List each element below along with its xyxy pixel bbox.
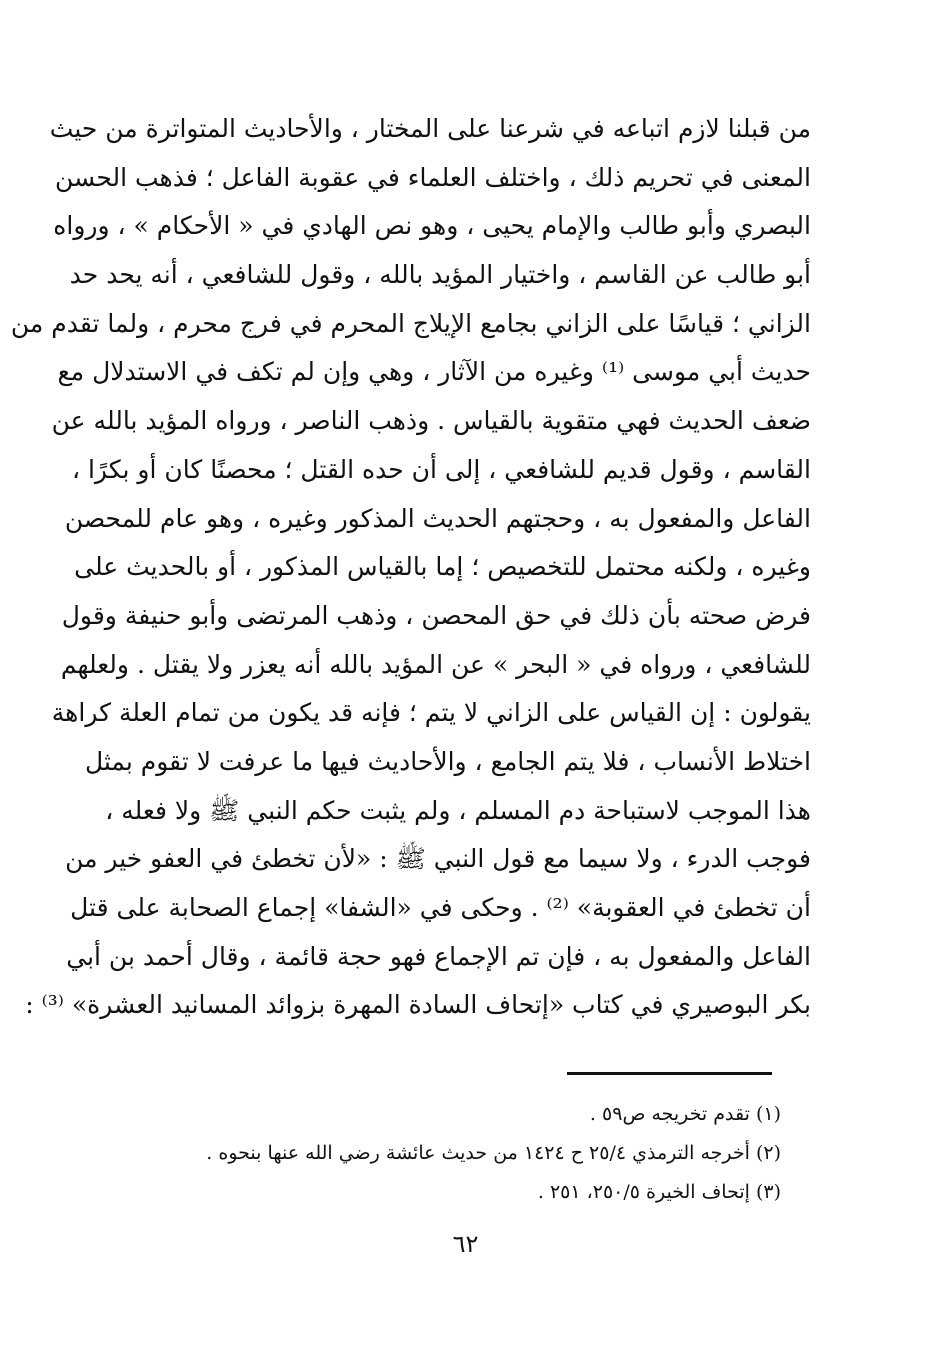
- text-line: فرض صحته بأن ذلك في حق المحصن ، وذهب المرتضى وأبو حنيفة وقول: [61, 600, 811, 630]
- footnote-2: (٢) أخرجه الترمذي ٢٥/٤ ح ١٤٢٤ من حديث عائشة رضي الله عنها بنحوه .: [206, 1142, 781, 1164]
- text-line: البصري وأبو طالب والإمام يحيى ، وهو نص الهادي في « الأحكام » ، ورواه: [53, 211, 811, 241]
- footnote-3: (٣) إتحاف الخيرة ٢٥٠/٥، ٢٥١ .: [537, 1181, 781, 1203]
- footnote-separator: [567, 1072, 772, 1075]
- text-line: أن تخطئ في العقوبة» ⁽²⁾ . وحكى في «الشفا» إجماع الصحابة على قتل: [70, 893, 811, 922]
- page-number: ٦٢: [452, 1230, 479, 1258]
- text-line: يقولون : إن القياس على الزاني لا يتم ؛ فإنه قد يكون من تمام العلة كراهة: [51, 698, 811, 728]
- footnote-1: (١) تقدم تخريجه ص٥٩ .: [589, 1103, 781, 1125]
- text-line: للشافعي ، ورواه في « البحر » عن المؤيد بالله أنه يعزر ولا يقتل . ولعلهم: [60, 649, 811, 679]
- text-line: القاسم ، وقول قديم للشافعي ، إلى أن حده القتل ؛ محصنًا كان أو بكرًا ،: [71, 454, 811, 484]
- footnotes: [141, 1095, 781, 1212]
- text-line: اختلاط الأنساب ، فلا يتم الجامع ، والأحاديث فيها ما عرفت لا تقوم بمثل: [84, 746, 811, 776]
- text-line: فوجب الدرء ، ولا سيما مع قول النبي ﷺ : «لأن تخطئ في العفو خير من: [65, 844, 811, 874]
- text-line: الفاعل والمفعول به ، فإن تم الإجماع فهو حجة قائمة ، وقال أحمد بن أبي: [66, 941, 811, 971]
- text-line: الفاعل والمفعول به ، وحجتهم الحديث المذكور وغيره ، وهو عام للمحصن: [64, 503, 811, 533]
- main-text: [10, 105, 811, 1030]
- text-line: ضعف الحديث فهي متقوية بالقياس . وذهب الناصر ، ورواه المؤيد بالله عن: [51, 406, 811, 436]
- text-line: وغيره ، ولكنه محتمل للتخصيص ؛ إما بالقياس المذكور ، أو بالحديث على: [74, 552, 811, 582]
- text-line: بكر البوصيري في كتاب «إتحاف السادة المهرة بزوائد المسانيد العشرة» ⁽³⁾ :: [25, 990, 811, 1020]
- text-line: حديث أبي موسى ⁽¹⁾ وغيره من الآثار ، وهي وإن لم تكف في الاستدلال مع: [57, 357, 811, 387]
- text-line: أبو طالب عن القاسم ، واختيار المؤيد بالله ، وقول للشافعي ، أنه يحد حد: [69, 260, 811, 290]
- text-line: الزاني ؛ قياسًا على الزاني بجامع الإيلاج المحرم في فرج محرم ، ولما تقدم من: [10, 308, 811, 338]
- text-line: المعنى في تحريم ذلك ، واختلف العلماء في عقوبة الفاعل ؛ فذهب الحسن: [55, 162, 811, 192]
- text-line: من قبلنا لازم اتباعه في شرعنا على المختار ، والأحاديث المتواترة من حيث: [49, 114, 811, 143]
- text-line: هذا الموجب لاستباحة دم المسلم ، ولم يثبت حكم النبي ﷺ ولا فعله ،: [105, 795, 811, 825]
